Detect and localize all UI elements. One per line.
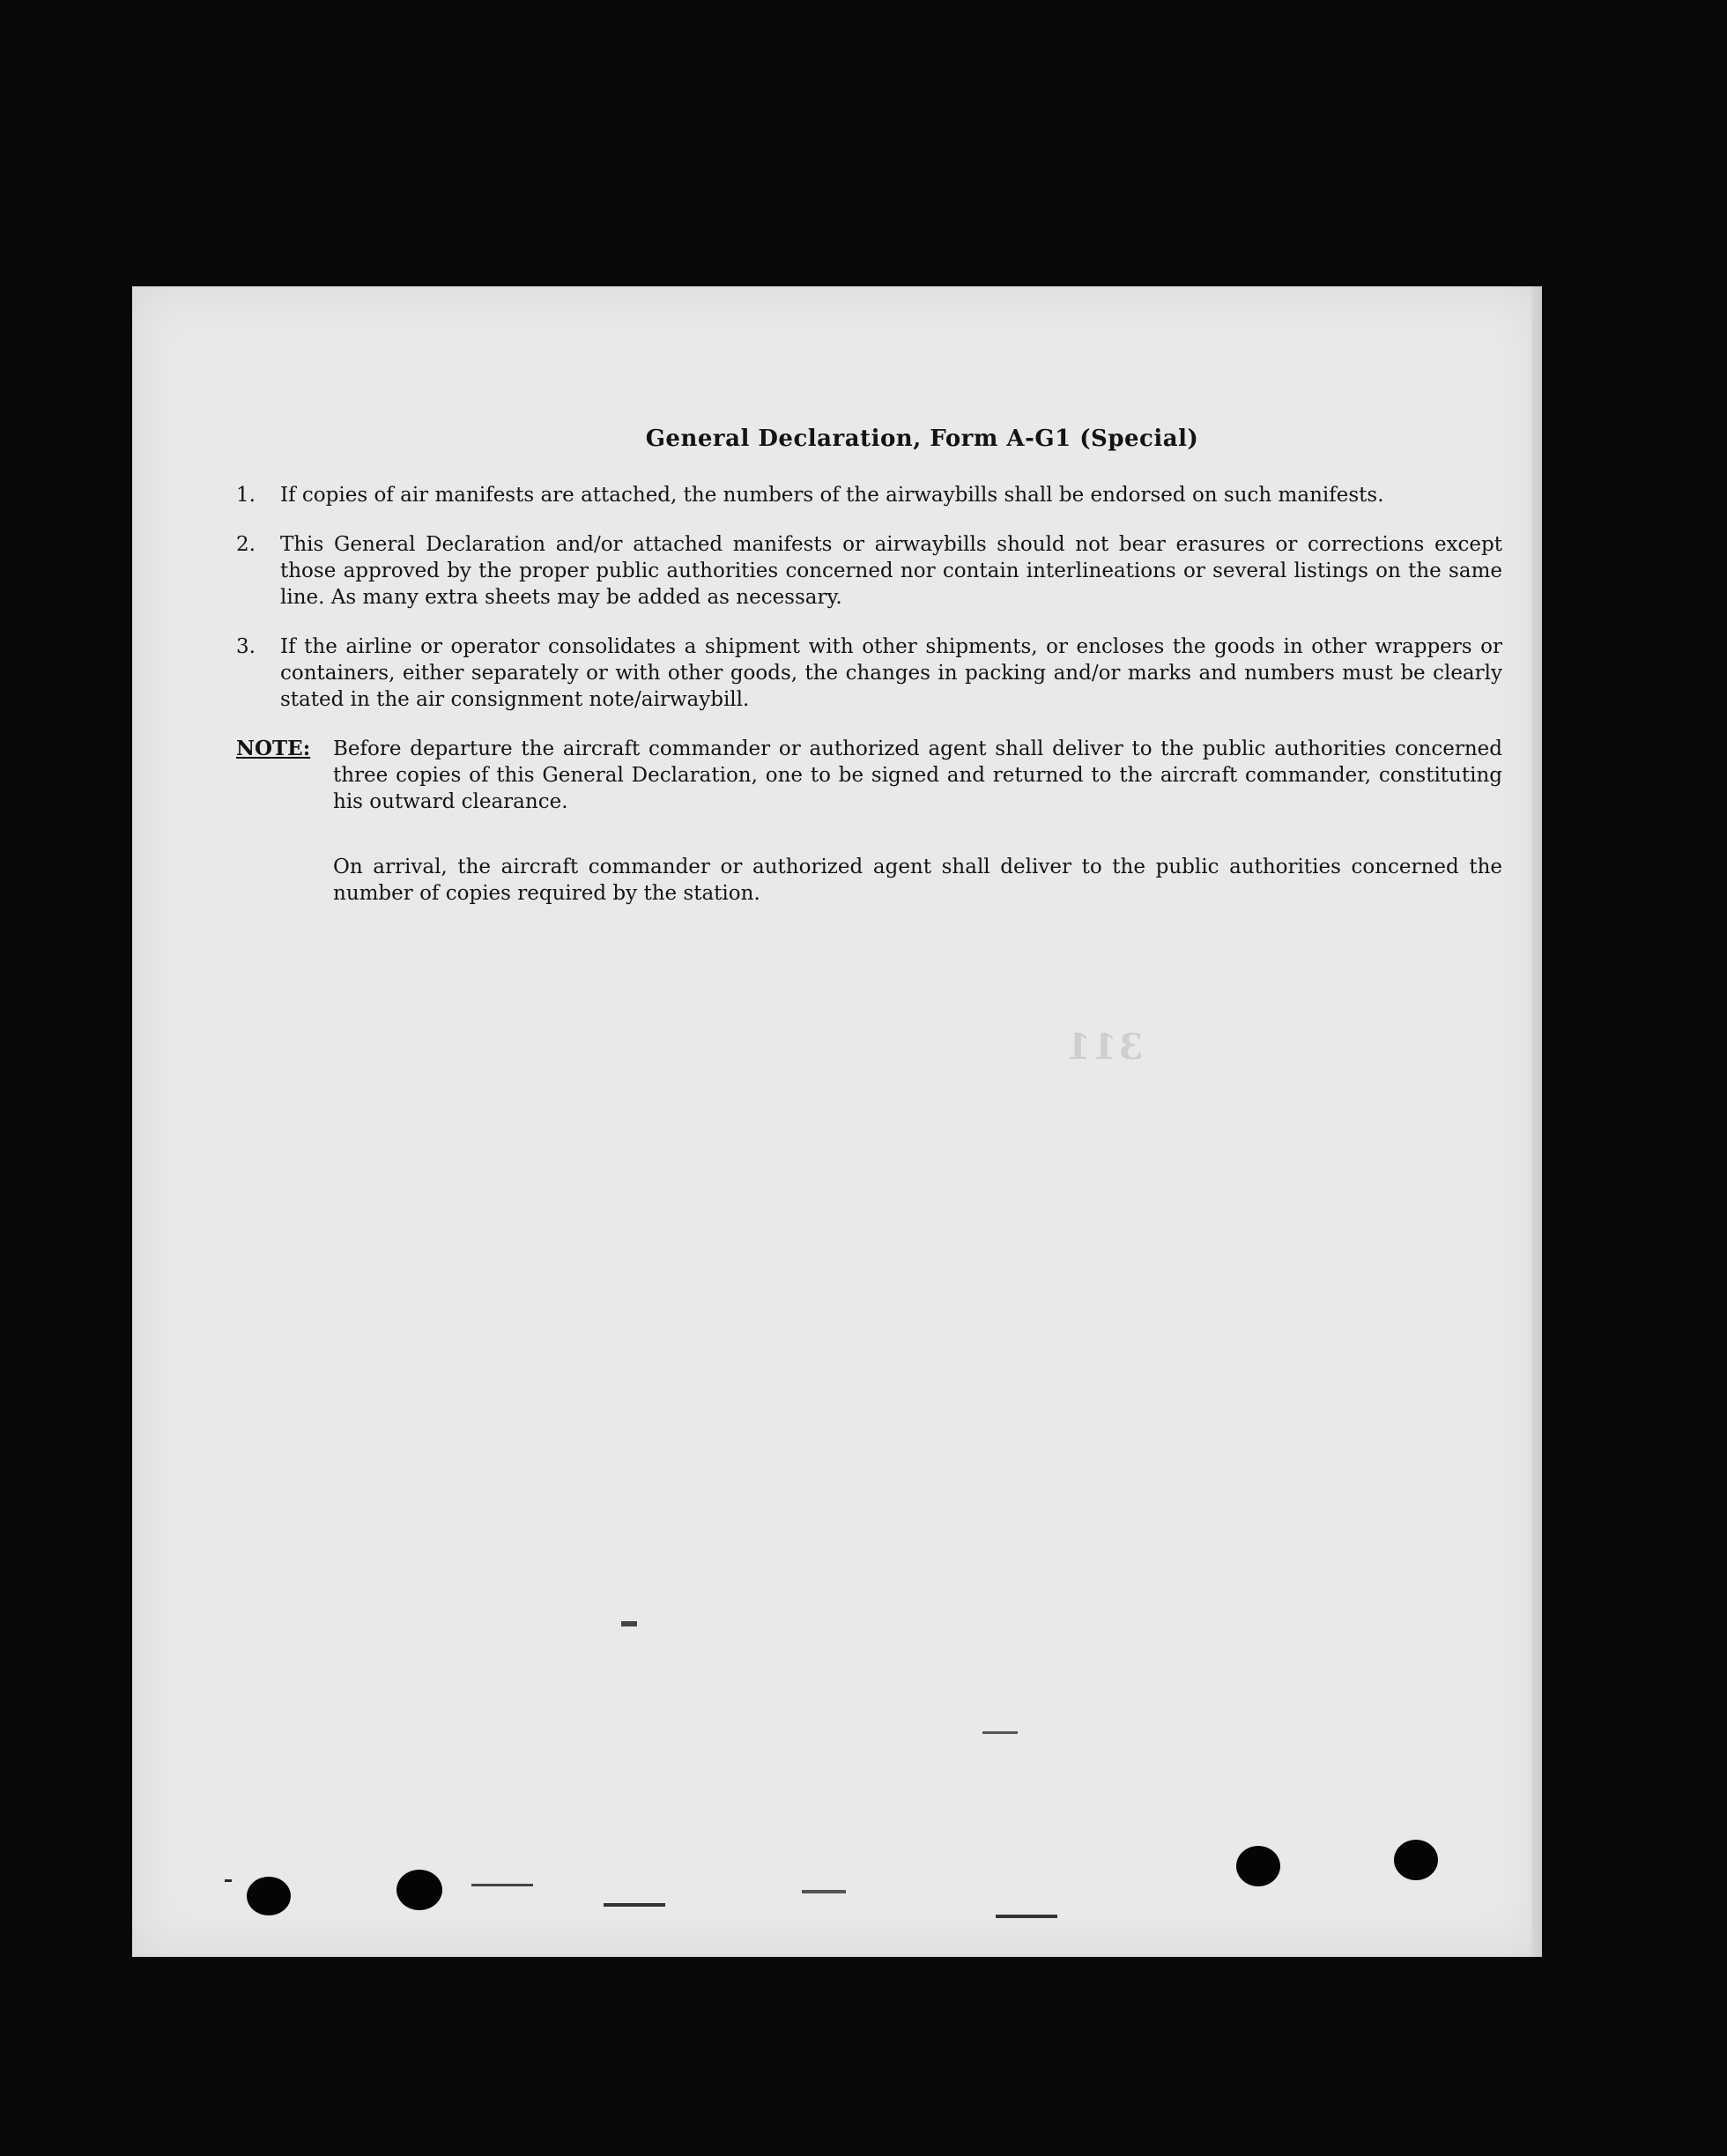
item-number: 3.: [236, 635, 256, 658]
item-text: If copies of air manifests are attached, the numbers of the airwaybills shall be endorsed on such manifests.: [280, 484, 1384, 507]
paper-speck: [604, 1903, 665, 1907]
note-label: NOTE:: [236, 737, 311, 760]
note-paragraph-2: On arrival, the aircraft commander or authorized agent shall deliver to the public authorities concerned the number of copies required by the station.: [333, 856, 1502, 905]
bleed-through-mark: 311: [1064, 1026, 1144, 1068]
declaration-text-block: [236, 426, 1502, 907]
paper-speck: [982, 1731, 1018, 1734]
paper-speck: [471, 1884, 533, 1886]
instruction-item-1: [236, 482, 1502, 508]
note-paragraph-1: Before departure the aircraft commander or authorized agent shall deliver to the public authorities concerned three copies of this General Declaration, one to be signed and returned to the aircraft commander, constituting his outward clearance.: [333, 737, 1502, 813]
instruction-item-2: [236, 531, 1502, 611]
punch-hole: [1394, 1840, 1438, 1880]
instruction-item-3: [236, 633, 1502, 713]
item-number: 2.: [236, 533, 256, 556]
paper-edge: [1531, 286, 1542, 1957]
paper-speck: [621, 1621, 637, 1626]
paper-speck: [802, 1890, 846, 1893]
item-text: This General Declaration and/or attached manifests or airwaybills should not bear erasures or corrections except those approved by the proper public authorities concerned nor contain interlineations or several listings on the same line. As many extra sheets may be added as necessary.: [280, 533, 1502, 609]
paper-speck: [996, 1915, 1057, 1918]
punch-hole: [397, 1870, 442, 1910]
form-title: General Declaration, Form A-G1 (Special): [645, 426, 1199, 452]
item-number: 1.: [236, 484, 256, 507]
paper-sheet: [132, 286, 1542, 1957]
item-text: If the airline or operator consolidates a shipment with other shipments, or encloses the goods in other wrappers or containers, either separately or with other goods, the changes in packing and/or marks and numbers must be clearly stated in the air consignment note/airwaybill.: [280, 635, 1502, 711]
paper-speck: [225, 1879, 232, 1882]
punch-hole: [247, 1877, 291, 1915]
note-block: [236, 736, 1502, 834]
punch-hole: [1236, 1846, 1280, 1886]
